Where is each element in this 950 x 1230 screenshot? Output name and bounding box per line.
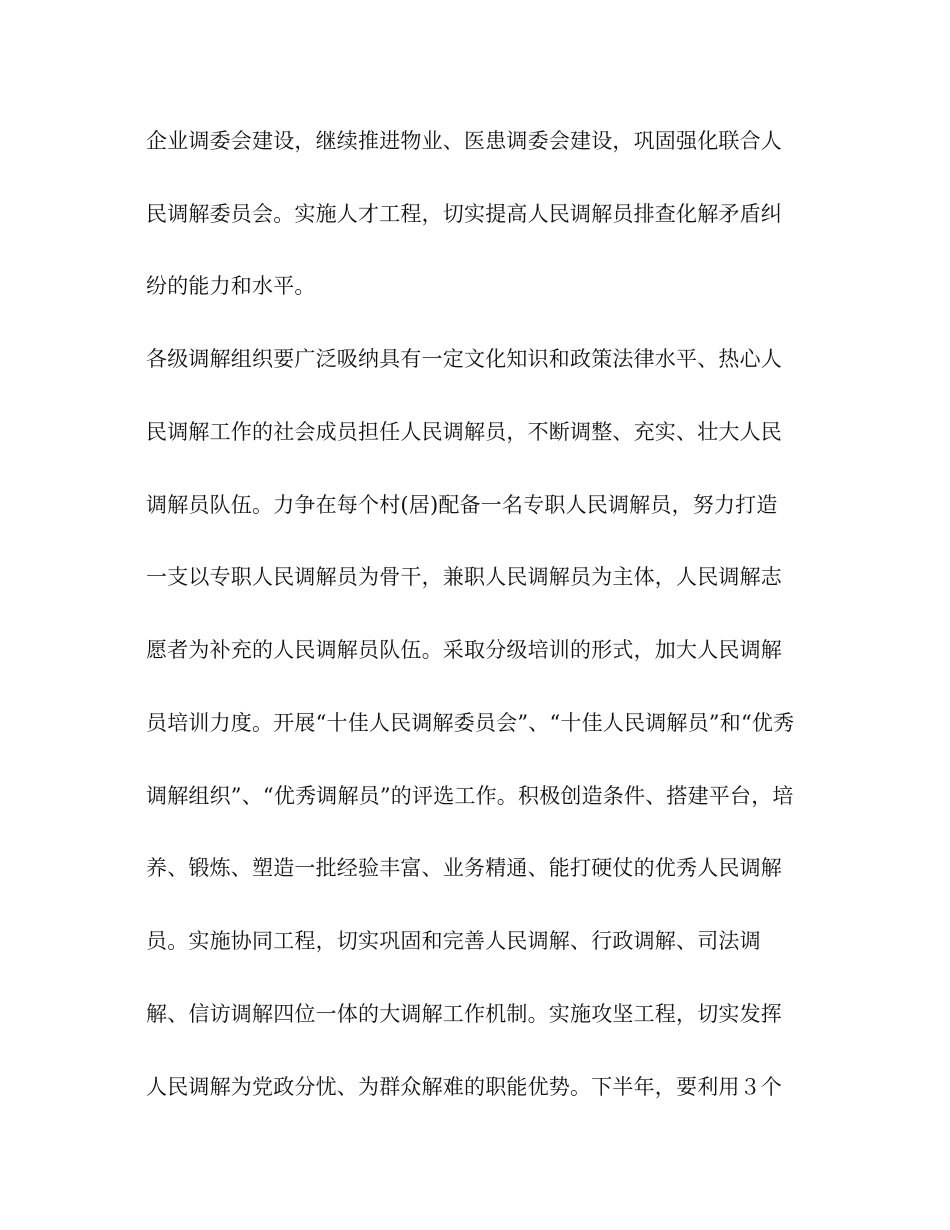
text-line-9: 员培训力度。开展“十佳人民调解委员会”、“十佳人民调解员”和“优秀: [146, 711, 795, 735]
text-line-5: 民调解工作的社会成员担任人民调解员，不断调整、充实、壮大人民: [146, 420, 782, 444]
text-line-1: 企业调委会建设，继续推进物业、医患调委会建设，巩固强化联合人: [146, 129, 782, 153]
text-line-6: 调解员队伍。力争在每个村(居)配备一名专职人民调解员，努力打造: [146, 493, 778, 517]
text-line-8: 愿者为补充的人民调解员队伍。采取分级培训的形式，加大人民调解: [146, 638, 782, 662]
text-line-3: 纷的能力和水平。: [146, 274, 316, 298]
text-line-11: 养、锻炼、塑造一批经验丰富、业务精通、能打硬仗的优秀人民调解: [146, 856, 782, 880]
text-line-12: 员。实施协同工程，切实巩固和完善人民调解、行政调解、司法调: [146, 929, 761, 953]
text-line-7: 一支以专职人民调解员为骨干，兼职人民调解员为主体，人民调解志: [146, 565, 782, 589]
text-line-10: 调解组织”、“优秀调解员”的评选工作。积极创造条件、搭建平台，培: [146, 784, 794, 808]
text-line-2: 民调解委员会。实施人才工程，切实提高人民调解员排查化解矛盾纠: [146, 202, 782, 226]
text-line-4: 各级调解组织要广泛吸纳具有一定文化知识和政策法律水平、热心人: [146, 347, 782, 371]
text-line-13: 解、信访调解四位一体的大调解工作机制。实施攻坚工程，切实发挥: [146, 1002, 782, 1026]
text-line-14: 人民调解为党政分忧、为群众解难的职能优势。下半年，要利用３个: [146, 1075, 782, 1099]
